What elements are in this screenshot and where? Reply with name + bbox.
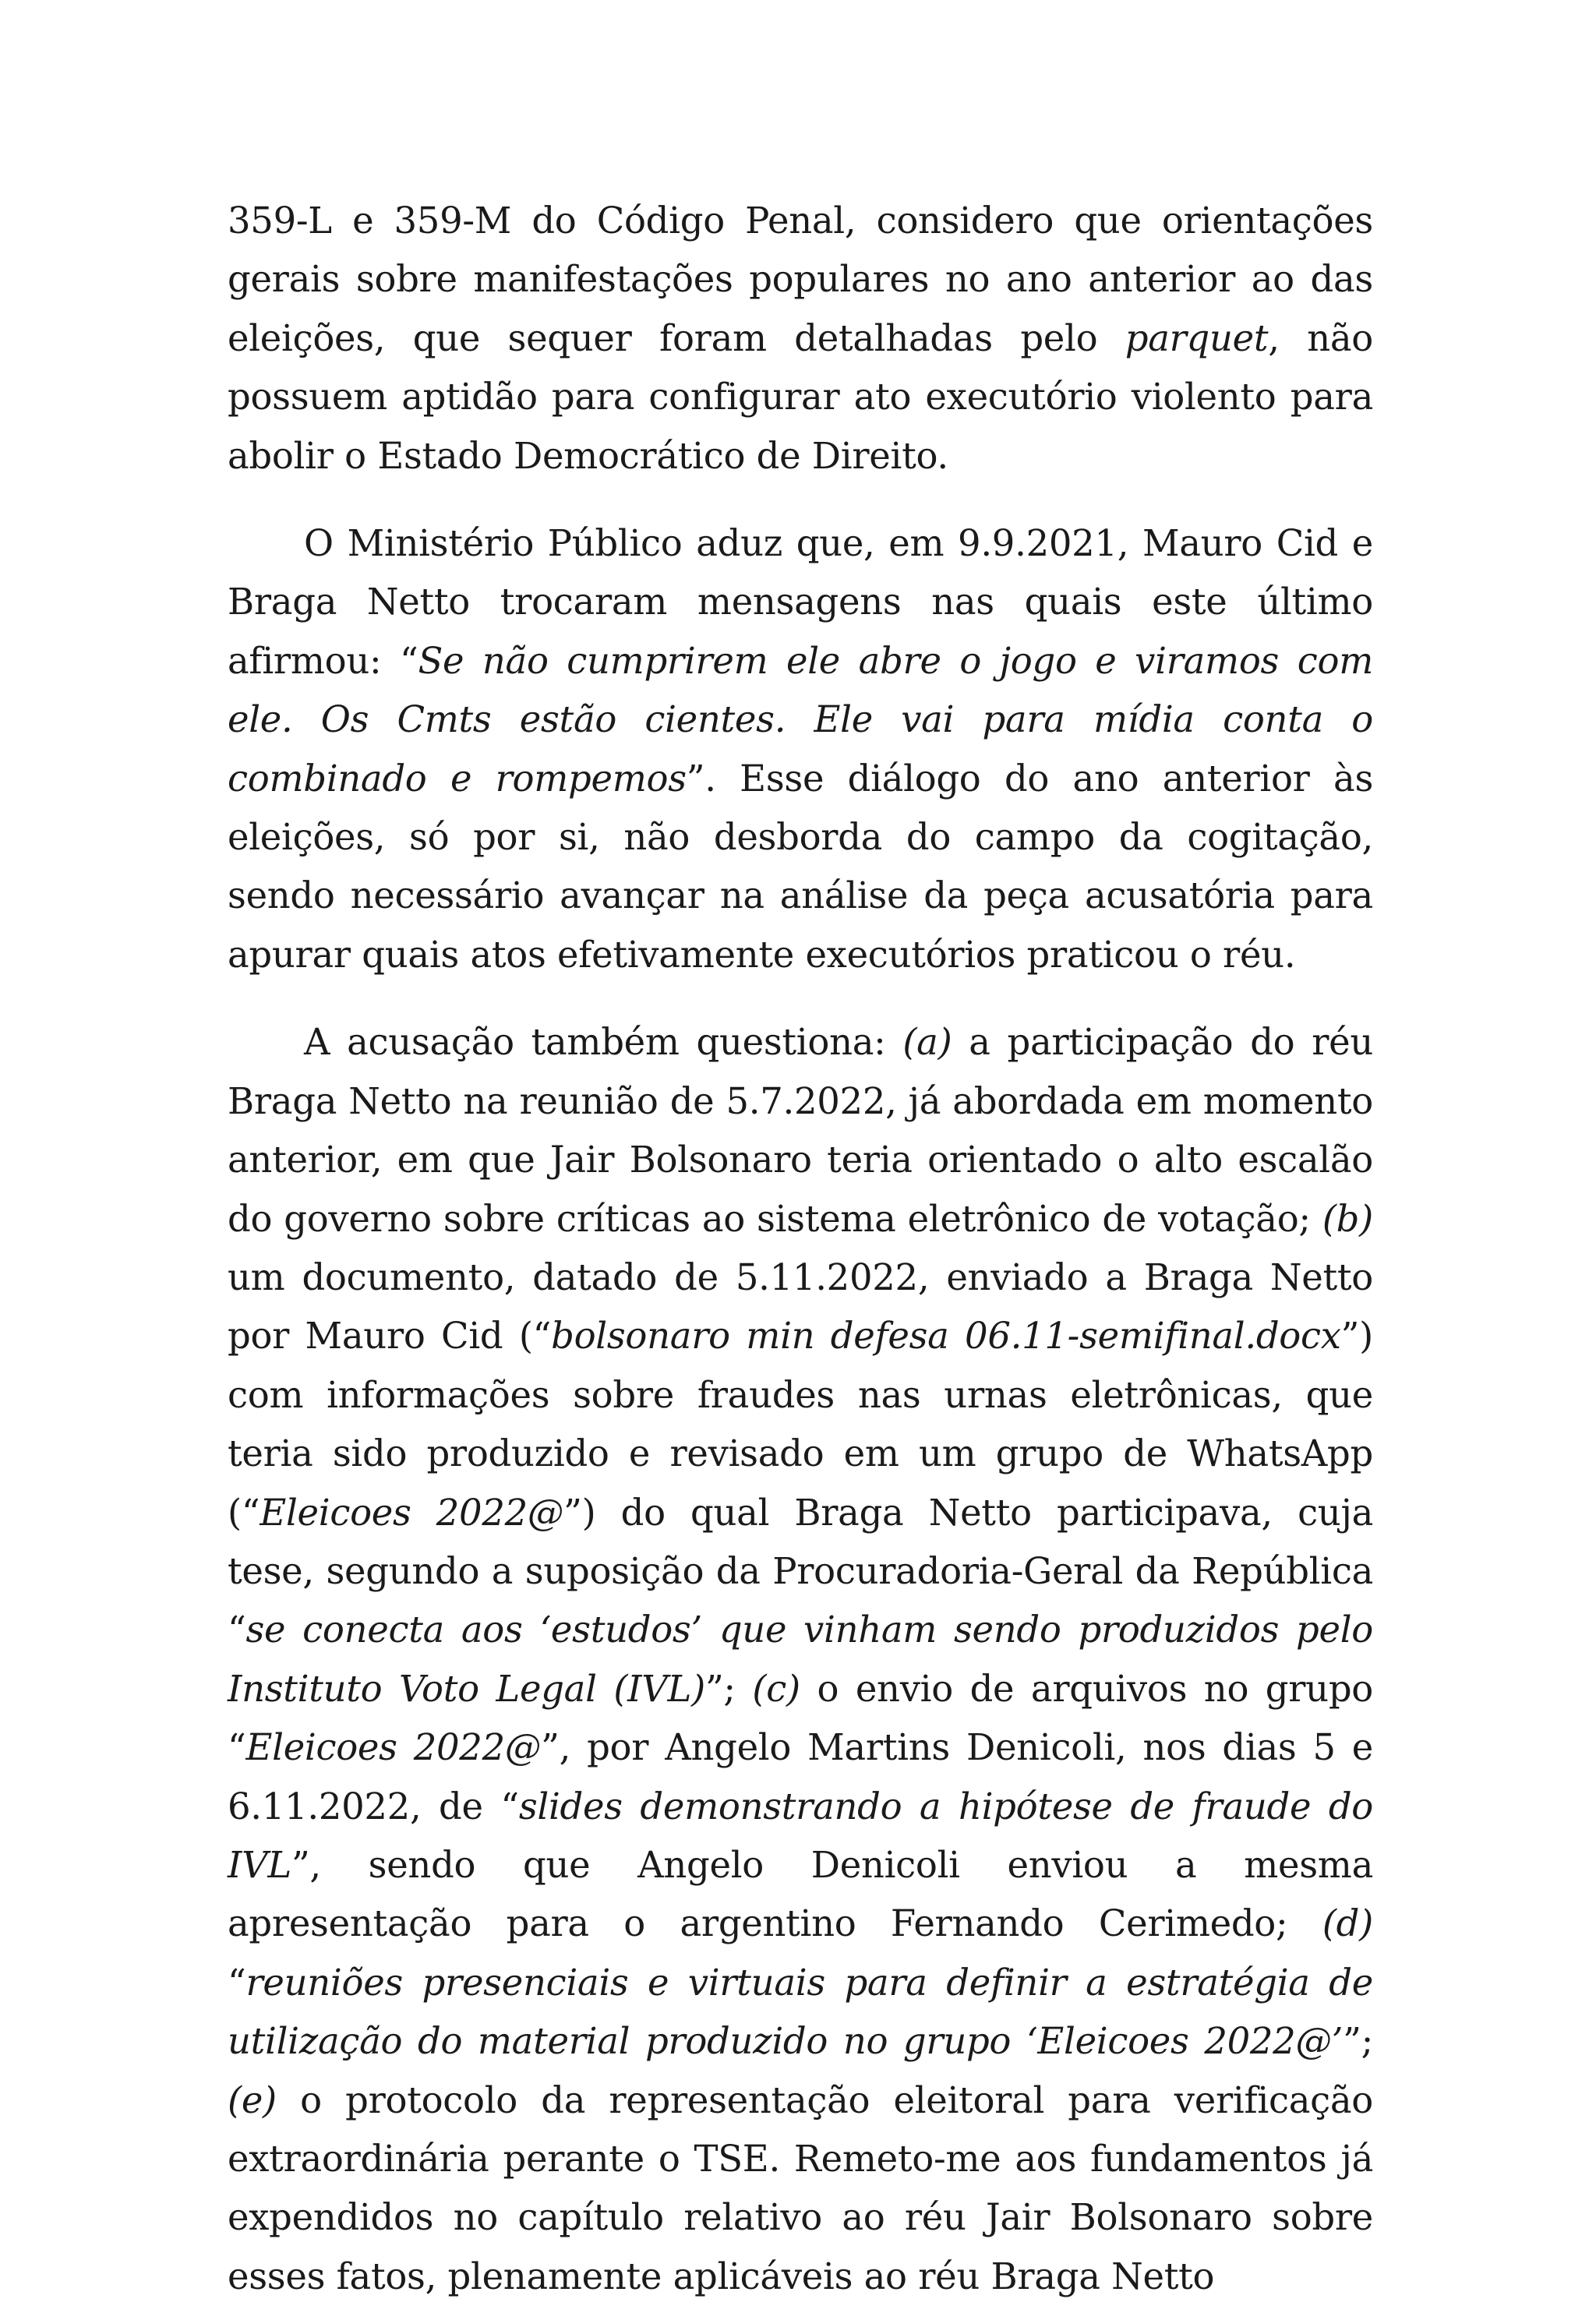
italic-text-run: se conecta aos ‘estudos’ que vinham sendo produzidos pelo Instituto Voto Legal (IVL) [228, 1609, 1373, 1710]
italic-text-run: parquet [1125, 316, 1269, 359]
text-run: ”. Esse diálogo do ano anterior às eleições, só por si, não desborda do campo da cogitação, sendo necessário avançar na análise da peça acusatória para apurar quais atos efetivamente executórios praticou o réu. [228, 757, 1374, 976]
italic-text-run: (c) [752, 1667, 800, 1710]
text-run: um documento, datado de 5.11.2022, enviado a Braga Netto por Mauro Cid (“ [228, 1255, 1373, 1358]
italic-text-run: (e) [228, 2078, 277, 2121]
text-run: O Ministério Público aduz que, em 9.9.2021, Mauro Cid e Braga Netto trocaram mensagens nas quais este último afirmou: “ [228, 522, 1373, 682]
text-run: ”; [1343, 2020, 1373, 2063]
text-run: A acusação também questiona: [304, 1021, 903, 1064]
text-run: a participação do réu Braga Netto na reunião de 5.7.2022, já abordada em momento anterior, em que Jair Bolsonaro teria orientado o alto escalão do governo sobre críticas ao sistema eletrônico de votação; [228, 1021, 1373, 1240]
italic-text-run: Eleicoes 2022@ [260, 1491, 564, 1534]
paragraph-p1 [228, 192, 1373, 486]
text-run: , não possuem aptidão para configurar ato executório violento para abolir o Estado Democrático de Direito. [228, 316, 1373, 477]
italic-text-run: slides demonstrando a hipótese de fraude do IVL [228, 1785, 1374, 1886]
italic-text-run: (a) [902, 1021, 952, 1064]
italic-text-run: bolsonaro min defesa 06.11-semifinal.docx [551, 1315, 1341, 1358]
text-run: ”, sendo que Angelo Denicoli enviou a mesma apresentação para o argentino Fernando Cerimedo; [228, 1843, 1373, 1945]
italic-text-run: (b) [1322, 1197, 1373, 1240]
italic-text-run: Se não cumprirem ele abre o jogo e viramos com ele. Os Cmts estão cientes. Ele vai para mídia conta o combinado e rompemos [228, 639, 1373, 800]
text-run: 359-L e 359-M do Código Penal, considero que orientações gerais sobre manifestações populares no ano anterior ao das eleições, que sequer foram detalhadas pelo [228, 200, 1373, 359]
text-run: ”) do qual Braga Netto participava, cuja tese, segundo a suposição da Procuradoria-Geral da República “ [228, 1491, 1373, 1651]
document-body [228, 192, 1373, 2306]
text-run: ”) com informações sobre fraudes nas urnas eletrônicas, que teria sido produzido e revisado em um grupo de WhatsApp (“ [228, 1315, 1373, 1534]
paragraph-p3 [228, 1013, 1373, 2306]
italic-text-run: reuniões presenciais e virtuais para definir a estratégia de utilização do material produzido no grupo ‘Eleicoes 2022@’ [228, 1961, 1373, 2063]
text-run: ”; [704, 1667, 753, 1710]
italic-text-run: Eleicoes 2022@ [245, 1726, 542, 1769]
paragraph-p2 [228, 514, 1373, 984]
text-run: “ [228, 1961, 246, 2004]
text-run: o envio de arquivos no grupo “ [228, 1667, 1373, 1769]
text-run: o protocolo da representação eleitoral para verificação extraordinária perante o TSE. Remeto-me aos fundamentos já expendidos no capítulo relativo ao réu Jair Bolsonaro sobre esses fatos, plenamente aplicáveis ao réu Braga Netto [228, 2078, 1373, 2297]
text-run: ”, por Angelo Martins Denicoli, nos dias 5 e 6.11.2022, de “ [228, 1726, 1374, 1827]
italic-text-run: (d) [1322, 1902, 1373, 1945]
